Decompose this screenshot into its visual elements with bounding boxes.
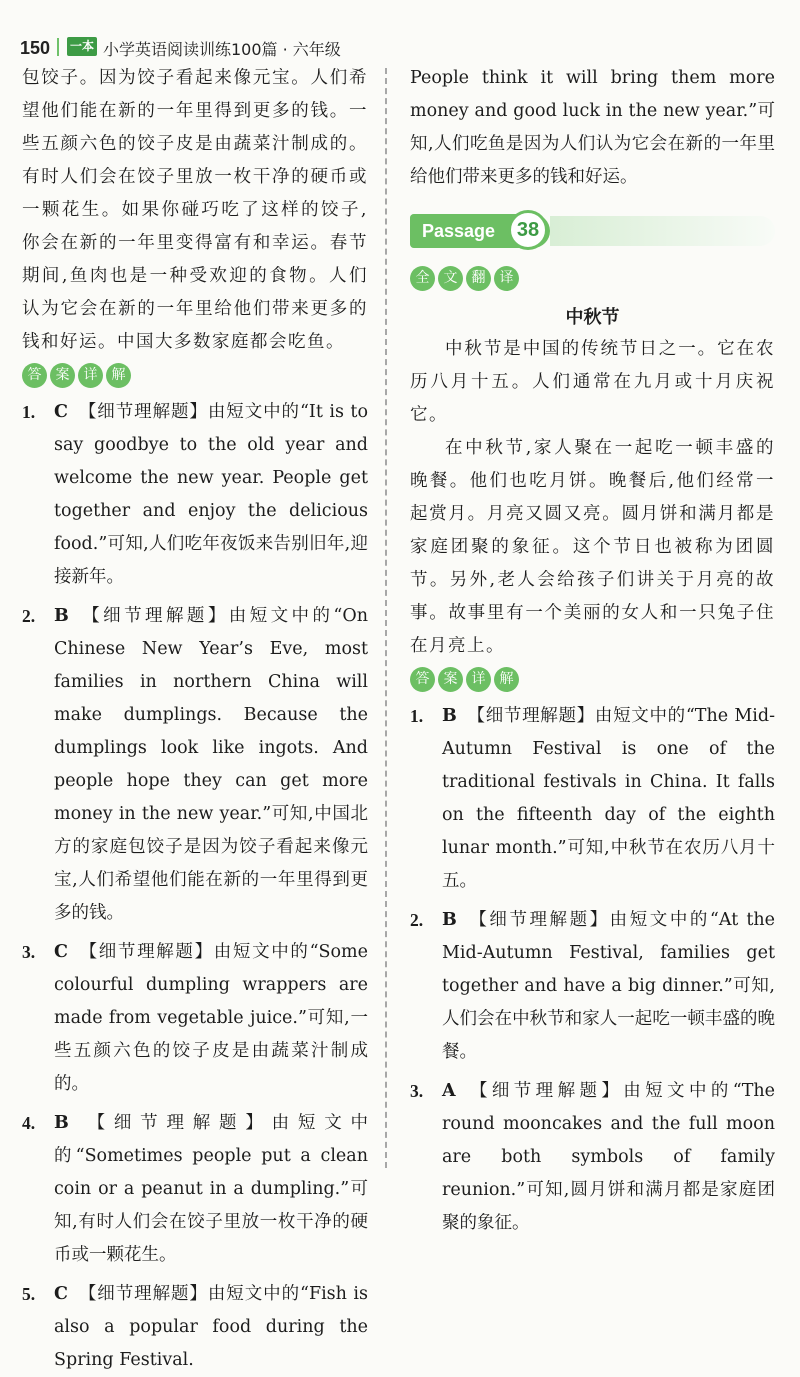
passage-number: 38	[508, 210, 548, 250]
answer-explanation: 【细节理解题】由短文中的“Sometimes people put a clean coin or a peanut in a dumpling.”可知,有时人们会在饺子里放一枚干净的硬币或一颗花生。	[54, 1113, 368, 1265]
answer-number: 2.	[410, 910, 424, 930]
header-divider	[57, 38, 59, 56]
answers-tag	[22, 363, 131, 388]
answer-explanation: 【细节理解题】由短文中的“Fish is also a popular food during the Spring Festival.	[54, 1284, 368, 1370]
tag-char: 案	[50, 363, 75, 388]
answer-number: 5.	[22, 1284, 36, 1304]
answer-letter: C	[54, 942, 68, 962]
answer-item	[22, 936, 368, 1101]
answer-explanation: 【细节理解题】由短文中的“On Chinese New Year’s Eve, most families in northern China will make dumplings. Because the dumplings look like ingots. And people hope they can get more money in the new year.”可知,中国北方的家庭包饺子是因为饺子看起来像元宝,人们希望他们能在新的一年里得到更多的钱。	[54, 606, 368, 923]
answer-explanation: 【细节理解题】由短文中的“Some colourful dumpling wrappers are made from vegetable juice.”可知,一些五颜六色的饺子皮是由蔬菜汁制成的。	[54, 942, 368, 1094]
answer-explanation: 【细节理解题】由短文中的“It is to say goodbye to the old year and welcome the new year. People get together and enjoy the delicious food.”可知,人们吃年夜饭来告别旧年,迎接新年。	[54, 402, 368, 587]
banner-fade	[550, 216, 775, 246]
answer-explanation: 【细节理解题】由短文中的“The round mooncakes and the full moon are both symbols of family reunion.”可知,圆月饼和满月都是家庭团聚的象征。	[442, 1081, 775, 1233]
answer-number: 2.	[22, 606, 36, 626]
brand-logo: 一本	[67, 37, 97, 56]
answer-number: 1.	[22, 402, 36, 422]
page-header	[0, 0, 800, 70]
tag-char: 解	[106, 363, 131, 388]
answer-item	[22, 600, 368, 930]
answer-explanation: 【细节理解题】由短文中的“At the Mid-Autumn Festival, families get together and have a big dinner.”可知,人们会在中秋节和家人一起吃一顿丰盛的晚餐。	[442, 910, 775, 1062]
answer-item	[22, 396, 368, 594]
answer-letter: C	[54, 402, 68, 422]
answer-item	[410, 700, 775, 898]
column-divider	[385, 68, 387, 1168]
tag-char: 解	[494, 667, 519, 692]
answer-letter: B	[442, 706, 457, 726]
answer-item	[22, 1107, 368, 1272]
answer-letter: B	[442, 910, 457, 930]
tag-char: 答	[410, 667, 435, 692]
tag-char: 译	[494, 266, 519, 291]
page-number: 150	[20, 38, 51, 58]
book-title: 小学英语阅读训练100篇 · 六年级	[103, 40, 341, 59]
tag-char: 全	[410, 266, 435, 291]
answer-continuation: People think it will bring them more money and good luck in the new year.”可知,人们吃鱼是因为人们认为它会在新的一年里给他们带来更多的钱和好运。	[410, 68, 775, 187]
tag-char: 翻	[466, 266, 491, 291]
tag-char: 答	[22, 363, 47, 388]
tag-char: 详	[78, 363, 103, 388]
translation-paragraph: 包饺子。因为饺子看起来像元宝。人们希望他们能在新的一年里得到更多的钱。一些五颜六色的饺子皮是由蔬菜汁制成的。有时人们会在饺子里放一枚干净的硬币或一颗花生。如果你碰巧吃了这样的饺子,你会在新的一年里变得富有和幸运。春节期间,鱼肉也是一种受欢迎的食物。人们认为它会在新的一年里给他们带来更多的钱和好运。中国大多数家庭都会吃鱼。	[22, 68, 368, 352]
article-title: 中秋节	[565, 307, 620, 328]
tag-char: 文	[438, 266, 463, 291]
answer-number: 4.	[22, 1113, 36, 1133]
answer-item	[22, 1278, 368, 1377]
answer-letter: A	[442, 1081, 456, 1101]
answer-item	[410, 1075, 775, 1240]
answer-item	[410, 904, 775, 1069]
answer-number: 3.	[410, 1081, 424, 1101]
right-column	[410, 62, 775, 1240]
answer-explanation: 【细节理解题】由短文中的“The Mid-Autumn Festival is one of the traditional festivals in China. It falls on the fifteenth day of the eighth lunar month.”可知,中秋节在农历八月十五。	[442, 706, 775, 891]
answer-letter: C	[54, 1284, 68, 1304]
answer-letter: B	[54, 1113, 69, 1133]
answer-number: 3.	[22, 942, 36, 962]
answer-number: 1.	[410, 706, 424, 726]
tag-char: 详	[466, 667, 491, 692]
article-paragraph: 在中秋节,家人聚在一起吃一顿丰盛的晚餐。他们也吃月饼。晚餐后,他们经常一起赏月。月亮又圆又亮。圆月饼和满月都是家庭团聚的象征。这个节日也被称为团圆节。另外,老人会给孩子们讲关于月亮的故事。故事里有一个美丽的女人和一只兔子住在月亮上。	[410, 438, 775, 656]
article-paragraph: 中秋节是中国的传统节日之一。它在农历八月十五。人们通常在九月或十月庆祝它。	[410, 339, 775, 425]
answers-tag	[410, 667, 519, 692]
answer-letter: B	[54, 606, 69, 626]
passage-banner	[410, 210, 775, 252]
left-column	[22, 62, 368, 1377]
translation-tag	[410, 266, 519, 291]
passage-label: Passage	[410, 214, 550, 248]
tag-char: 案	[438, 667, 463, 692]
